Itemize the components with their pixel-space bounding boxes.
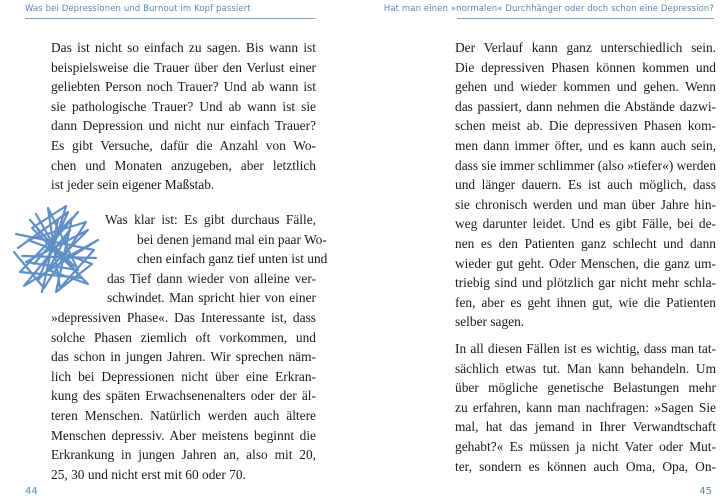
text-line: Erkrankung in jungen Jahren an, also mit 20, bbox=[51, 447, 316, 463]
text-line: zu erfahren, kann man nachfragen: »Sagen Sie bbox=[455, 399, 716, 415]
text-line: In all diesen Fällen ist es wichtig, dass man tat- bbox=[455, 341, 716, 356]
text-line: bei denen jemand mal ein paar Wo- bbox=[137, 231, 327, 247]
text-line: 25, 30 und nicht erst mit 60 oder 70. bbox=[51, 466, 246, 482]
left-page-number: 44 bbox=[25, 486, 38, 497]
text-line: wieder gut geht. Oder Menschen, die ganz um- bbox=[455, 255, 716, 271]
right-paragraph-1 bbox=[455, 38, 716, 332]
text-line: dass sie immer schlimmer (also »tiefer«) werden bbox=[455, 157, 717, 173]
text-line: triebig sind und plötzlich gar nicht mehr schla- bbox=[455, 275, 716, 291]
text-line: Es gibt Versuche, dafür die Anzahl von Wo- bbox=[51, 137, 316, 153]
right-header-rule bbox=[457, 18, 714, 19]
text-line: teren Menschen. Natürlich werden auch ältere bbox=[51, 407, 316, 423]
left-header-rule bbox=[25, 18, 315, 19]
left-paragraph-1 bbox=[51, 38, 316, 195]
text-line: ist jeder sein eigener Maßstab. bbox=[51, 177, 215, 193]
text-line: Der Verlauf kann ganz unterschiedlich sein. bbox=[455, 40, 716, 55]
text-line: lich bei Depressionen nicht über eine Erkran- bbox=[51, 368, 316, 384]
text-line: das Tief dann wieder von alleine ver- bbox=[107, 270, 316, 286]
right-page-number: 45 bbox=[699, 486, 712, 497]
text-line: kung des späten Erwachsenenalters oder der äl- bbox=[51, 388, 316, 404]
left-running-head: Was bei Depressionen und Burnout im Kopf passiert bbox=[25, 4, 251, 14]
text-line: solche Phasen ziemlich oft vorkommen, und bbox=[51, 329, 316, 345]
text-line: mal, hat das jemand in Ihrer Verwandtschaft bbox=[455, 419, 716, 435]
left-paragraph-2 bbox=[51, 210, 328, 484]
text-line: gehabt?« Es müssen ja nicht Vater oder Mut- bbox=[455, 438, 716, 454]
text-line: das passiert, dann nehmen die Abstände dazwi- bbox=[455, 98, 716, 114]
text-line: schen meist ab. Die depressiven Phasen kom- bbox=[455, 118, 716, 134]
text-line: men dann immer öfter, und es kann auch sein, bbox=[455, 137, 716, 153]
text-line: sie chronisch werden und man über Jahre hin- bbox=[455, 196, 716, 212]
text-line: nen es den Patienten ganz schlecht und dann bbox=[455, 235, 716, 251]
text-line: und länger dauern. Es ist auch möglich, dass bbox=[455, 177, 716, 193]
text-line: Das ist nicht so einfach zu sagen. Bis wann ist bbox=[51, 40, 316, 55]
text-line: dann Depression und nicht nur einfach Trauer? bbox=[51, 118, 316, 134]
text-line: weg darunter leidet. Und es gibt Fälle, bei de- bbox=[455, 216, 716, 232]
right-page bbox=[360, 0, 720, 503]
text-line: Was klar ist: Es gibt durchaus Fälle, bbox=[105, 212, 316, 227]
text-line: chen und Monaten anzugeben, aber letztlich bbox=[51, 157, 316, 173]
right-paragraph-2 bbox=[455, 339, 716, 476]
text-line: ter, sondern es können auch Oma, Opa, On- bbox=[455, 458, 716, 474]
text-line: »depressiven Phase«. Das Interessante ist, dass bbox=[51, 309, 316, 325]
right-running-head: Hat man einen »normalen« Durchhänger oder doch schon eine Depression? bbox=[383, 4, 714, 14]
text-line: sächlich etwas tut. Man kann behandeln. Um bbox=[455, 360, 716, 376]
text-line: beispielsweise die Trauer über den Verlust einer bbox=[51, 59, 316, 75]
text-line: das schon in jungen Jahren. Wir sprechen näm- bbox=[51, 349, 316, 365]
text-line: Menschen depressiv. Aber meistens beginnt die bbox=[51, 427, 316, 443]
text-line: selber sagen. bbox=[455, 314, 525, 330]
text-line: sie pathologische Trauer? Und ab wann ist sie bbox=[51, 98, 316, 114]
text-line: schwindet. Man spricht hier von einer bbox=[107, 290, 316, 306]
text-line: über mögliche genetische Belastungen mehr bbox=[455, 380, 716, 396]
text-line: Die depressiven Phasen können kommen und bbox=[455, 59, 716, 75]
text-line: chen einfach ganz tief unten ist und bbox=[137, 251, 328, 267]
text-line: geliebten Person noch Trauer? Und ab wann ist bbox=[51, 79, 316, 95]
text-line: fen, aber es geht ihnen gut, wie die Patienten bbox=[455, 294, 716, 310]
text-line: gehen und wieder kommen und gehen. Wenn bbox=[455, 79, 716, 95]
